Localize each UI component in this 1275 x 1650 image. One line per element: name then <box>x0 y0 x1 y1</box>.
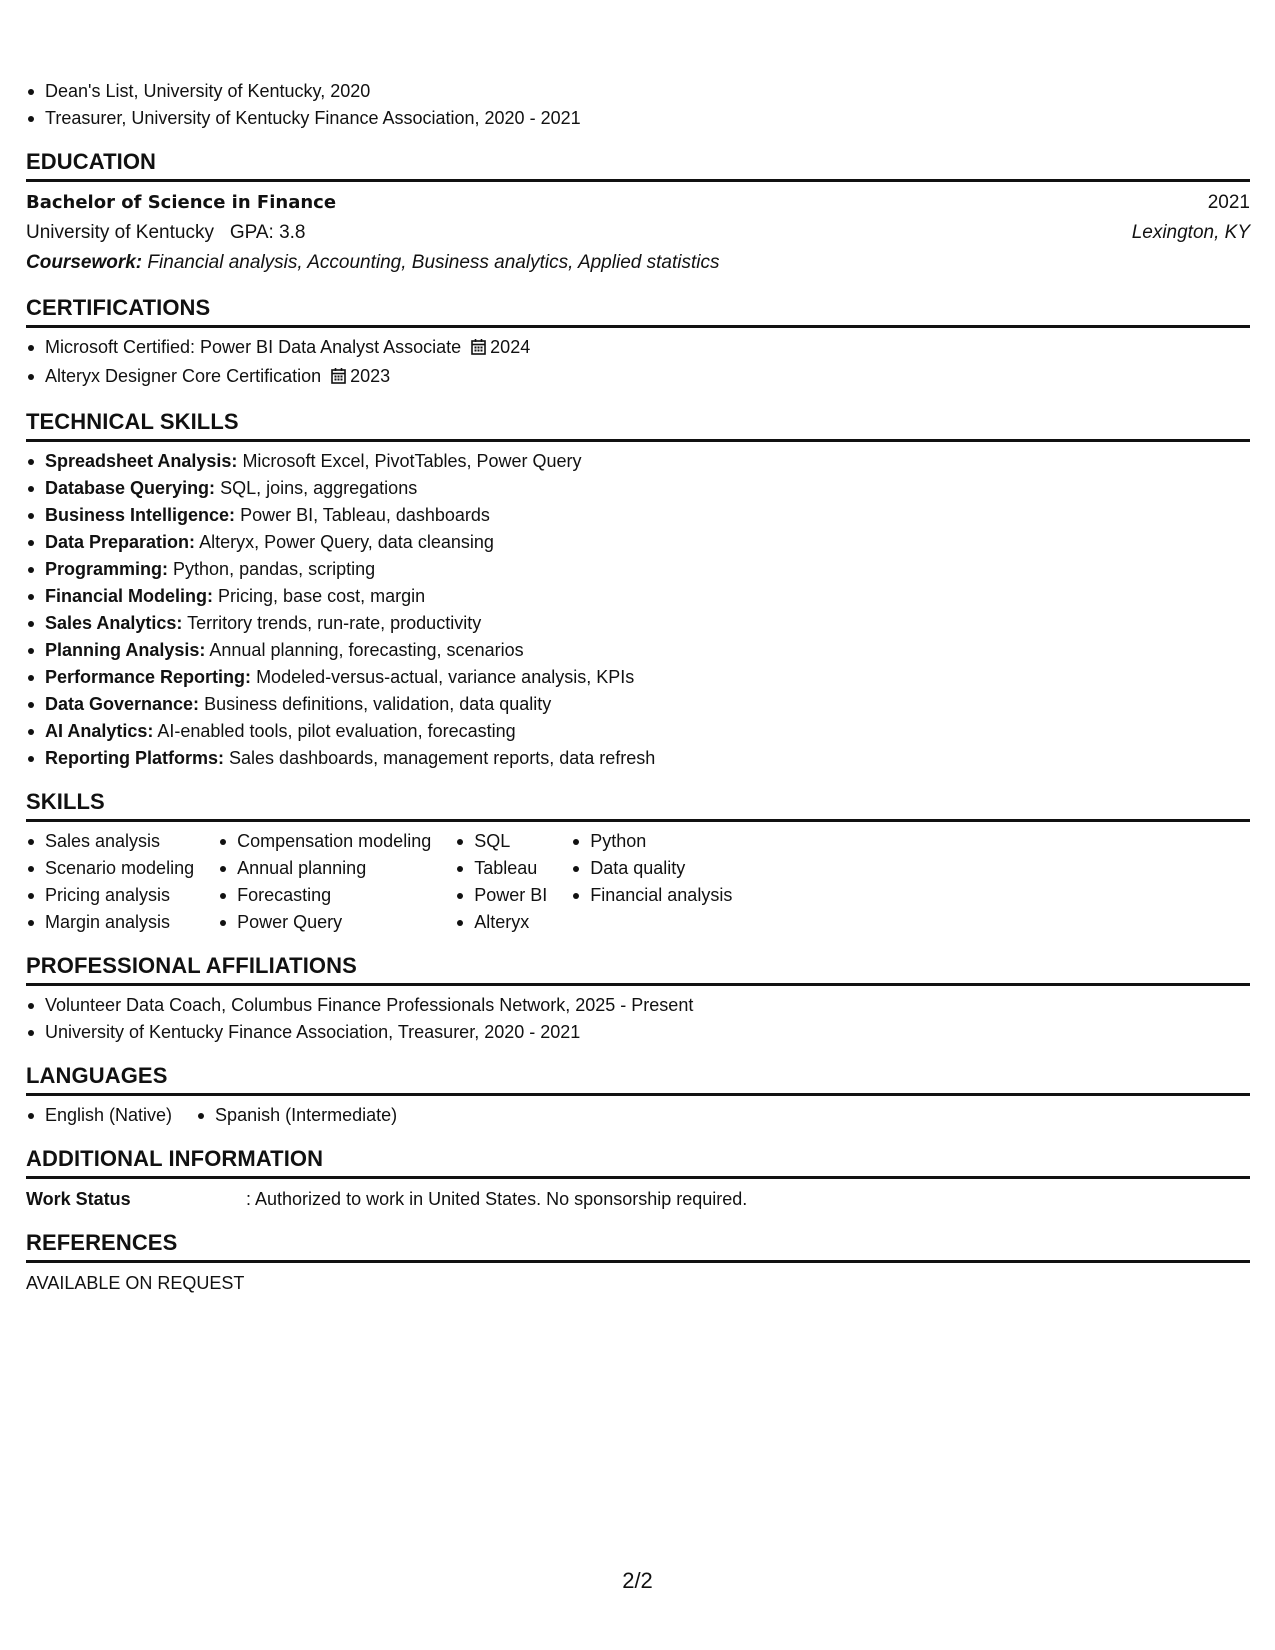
skill-label: Spreadsheet Analysis: <box>45 451 238 471</box>
section-title: PROFESSIONAL AFFILIATIONS <box>26 953 357 978</box>
skill-text: Modeled-versus-actual, variance analysis, KPIs <box>256 667 635 687</box>
skill-text: Territory trends, run-rate, productivity <box>187 613 482 633</box>
section-divider <box>26 1176 1250 1179</box>
skills-column <box>571 828 732 936</box>
gpa: GPA: 3.8 <box>229 222 306 243</box>
skill-label: Financial Modeling: <box>45 586 214 606</box>
certification-year: 2023 <box>350 366 391 386</box>
affiliation-item: University of Kentucky Finance Association, Treasurer, 2020 - 2021 <box>26 1019 1250 1046</box>
certification-name: Alteryx Designer Core Certification <box>45 366 322 386</box>
section-divider <box>26 179 1250 182</box>
degree-title: Bachelor of Science in Finance <box>26 192 337 213</box>
section-title: TECHNICAL SKILLS <box>26 409 239 434</box>
skill-text: Power BI, Tableau, dashboards <box>240 505 490 525</box>
section-title: CERTIFICATIONS <box>26 295 211 320</box>
honors-list <box>26 78 1250 132</box>
skill-item: Compensation modeling <box>218 828 431 855</box>
skill-label: AI Analytics: <box>45 721 154 741</box>
skill-label: Database Querying: <box>45 478 216 498</box>
work-status-value: : Authorized to work in United States. No sponsorship required. <box>246 1189 748 1209</box>
references-section <box>26 1229 1250 1297</box>
skill-item: Tableau <box>455 855 547 882</box>
section-title: EDUCATION <box>26 149 157 174</box>
certification-item <box>26 363 1250 392</box>
skills-column <box>218 828 431 936</box>
list-item: Dean's List, University of Kentucky, 2020 <box>26 78 1250 105</box>
skill-label: Business Intelligence: <box>45 505 236 525</box>
skill-label: Data Governance: <box>45 694 200 714</box>
skill-text: Annual planning, forecasting, scenarios <box>209 640 524 660</box>
technical-skill-item <box>26 637 1250 664</box>
certifications-section <box>26 294 1250 392</box>
additional-info-section <box>26 1145 1250 1213</box>
section-divider <box>26 819 1250 822</box>
certification-name: Microsoft Certified: Power BI Data Analyst Associate <box>45 337 462 357</box>
language-item: Spanish (Intermediate) <box>196 1102 397 1129</box>
calendar-icon <box>471 336 486 363</box>
skill-text: Python, pandas, scripting <box>173 559 376 579</box>
section-title: REFERENCES <box>26 1230 178 1255</box>
skill-text: Pricing, base cost, margin <box>218 586 426 606</box>
section-title: SKILLS <box>26 789 105 814</box>
section-divider <box>26 325 1250 328</box>
skill-item: Financial analysis <box>571 882 732 909</box>
section-title: ADDITIONAL INFORMATION <box>26 1146 324 1171</box>
skill-label: Programming: <box>45 559 169 579</box>
technical-skill-item <box>26 475 1250 502</box>
skill-item: Scenario modeling <box>26 855 194 882</box>
technical-skill-item <box>26 718 1250 745</box>
technical-skill-item <box>26 556 1250 583</box>
coursework-text: Financial analysis, Accounting, Business analytics, Applied statistics <box>147 252 720 273</box>
skill-label: Sales Analytics: <box>45 613 183 633</box>
certification-year: 2024 <box>490 337 531 357</box>
skills-column <box>26 828 194 936</box>
skill-text: Sales dashboards, management reports, data refresh <box>229 748 656 768</box>
technical-skill-item <box>26 745 1250 772</box>
technical-skill-item <box>26 502 1250 529</box>
skill-item: Alteryx <box>455 909 547 936</box>
technical-skill-item <box>26 448 1250 475</box>
technical-skill-item <box>26 664 1250 691</box>
languages-section <box>26 1062 1250 1129</box>
list-item: Treasurer, University of Kentucky Finance Association, 2020 - 2021 <box>26 105 1250 132</box>
skill-text: Business definitions, validation, data quality <box>204 694 552 714</box>
skill-text: Alteryx, Power Query, data cleansing <box>199 532 494 552</box>
section-divider <box>26 439 1250 442</box>
skill-item: Python <box>571 828 732 855</box>
skills-column <box>455 828 547 936</box>
skill-item: Margin analysis <box>26 909 194 936</box>
skill-item: Power BI <box>455 882 547 909</box>
school-location: Lexington, KY <box>1131 222 1250 243</box>
skill-label: Performance Reporting: <box>45 667 252 687</box>
skill-label: Data Preparation: <box>45 532 196 552</box>
affiliation-item: Volunteer Data Coach, Columbus Finance Professionals Network, 2025 - Present <box>26 992 1250 1019</box>
coursework <box>26 248 1250 278</box>
skill-item: Annual planning <box>218 855 431 882</box>
technical-skill-item <box>26 529 1250 556</box>
skills-grid <box>26 828 1250 936</box>
skills-section <box>26 788 1250 936</box>
education-section <box>26 148 1250 278</box>
technical-skills-section <box>26 408 1250 772</box>
skill-text: SQL, joins, aggregations <box>220 478 418 498</box>
resume-page <box>26 78 1250 1297</box>
skill-item: SQL <box>455 828 547 855</box>
skill-text: AI-enabled tools, pilot evaluation, forecasting <box>157 721 516 741</box>
skill-item: Pricing analysis <box>26 882 194 909</box>
section-divider <box>26 1093 1250 1096</box>
technical-skill-item <box>26 583 1250 610</box>
language-item: English (Native) <box>26 1102 172 1129</box>
skill-item: Power Query <box>218 909 431 936</box>
section-title: LANGUAGES <box>26 1063 168 1088</box>
technical-skill-item <box>26 691 1250 718</box>
skill-label: Planning Analysis: <box>45 640 206 660</box>
affiliations-section <box>26 952 1250 1046</box>
skill-label: Reporting Platforms: <box>45 748 225 768</box>
certification-item <box>26 334 1250 363</box>
skill-item: Forecasting <box>218 882 431 909</box>
skill-item: Data quality <box>571 855 732 882</box>
work-status-label: Work Status <box>26 1189 131 1209</box>
page-number: 2/2 <box>622 1568 653 1593</box>
coursework-label: Coursework: <box>26 252 143 273</box>
section-divider <box>26 1260 1250 1263</box>
section-divider <box>26 983 1250 986</box>
graduation-year: 2021 <box>1207 192 1250 213</box>
skill-item: Sales analysis <box>26 828 194 855</box>
skill-text: Microsoft Excel, PivotTables, Power Query <box>242 451 582 471</box>
technical-skill-item <box>26 610 1250 637</box>
calendar-icon <box>331 365 346 392</box>
school-name: University of Kentucky <box>26 222 214 243</box>
references-text: AVAILABLE ON REQUEST <box>26 1273 245 1293</box>
